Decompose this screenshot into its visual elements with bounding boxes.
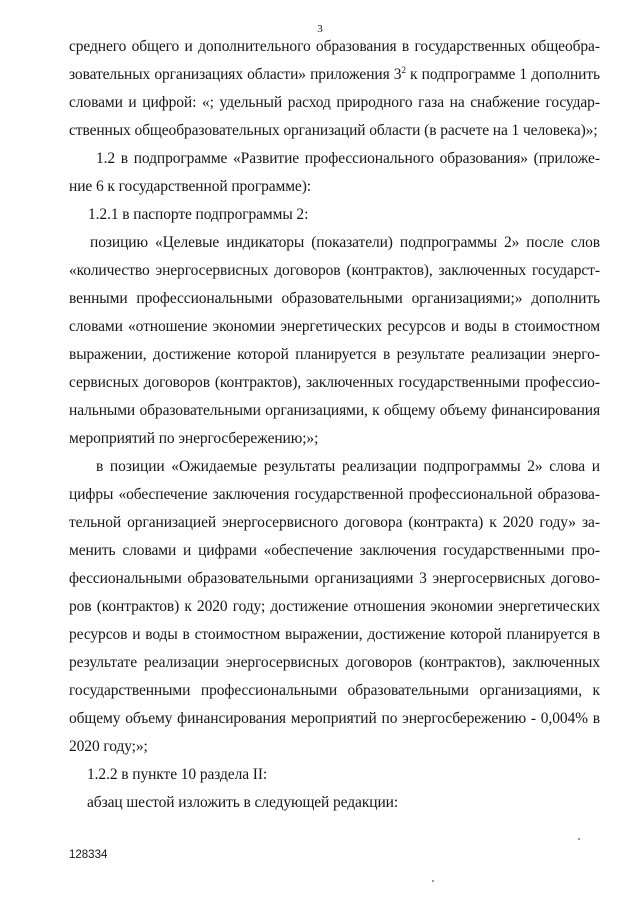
paragraph-sixth-abzac: абзац шестой изложить в следующей редакции: <box>87 794 399 811</box>
paragraph-1-2-1: 1.2.1 в паспорте подпрограммы 2: <box>88 206 309 223</box>
paragraph-text: к подпрограмме 1 дополнить словами и цифрой: «; удельный расход природного газа на снабжение государственных общеобразовательных организаций области (в расчете на 1 человека)»; <box>69 66 600 139</box>
scan-speck <box>432 880 434 882</box>
paragraph-target-indicators: позицию «Целевые индикаторы (показатели) подпрограммы 2» после слов «количество энергосервисных договоров (контрактов), заключенных государственными профессиональными образовательными организациями;» дополнить словами «отношение экономии энергетических ресурсов и воды в стоимостном выражении, достижение которой планируется в результате реализации энергосервисных договоров (контрактов), заключенных государственными профессиональными образовательными организациями, к общему объему финансирования мероприятий по энергосбережению;»; <box>69 234 600 447</box>
scan-speck <box>578 838 580 840</box>
document-id: 128334 <box>69 849 108 861</box>
superscript: 2 <box>401 65 406 75</box>
paragraph-text: среднего общего и дополнительного образования в государственных общеобразовательных организациях области» приложения 3 <box>69 38 600 83</box>
document-body <box>69 33 600 817</box>
paragraph-expected-results: в позиции «Ожидаемые результаты реализации подпрограммы 2» слова и цифры «обеспечение заключения государственной профессиональной образовательной организацией энергосервисного договора (контракта) к 2020 году» заменить словами и цифрами «обеспечение заключения государственными профессиональными образовательными организациями 3 энергосервисных договоров (контрактов) к 2020 году; достижение отношения экономии энергетических ресурсов и воды в стоимостном выражении, достижение которой планируется в результате реализации энергосервисных договоров (контрактов), заключенных государственными профессиональными образовательными организациями, к общему объему финансирования мероприятий по энергосбережению - 0,004% в 2020 году;»; <box>69 458 600 755</box>
paragraph-1-2-2: 1.2.2 в пункте 10 раздела II: <box>87 766 268 783</box>
paragraph-1-2: 1.2 в подпрограмме «Развитие профессионального образования» (приложение 6 к государственной программе): <box>69 150 600 195</box>
page-number: 3 <box>317 23 323 35</box>
paragraph-continuation <box>69 33 600 145</box>
